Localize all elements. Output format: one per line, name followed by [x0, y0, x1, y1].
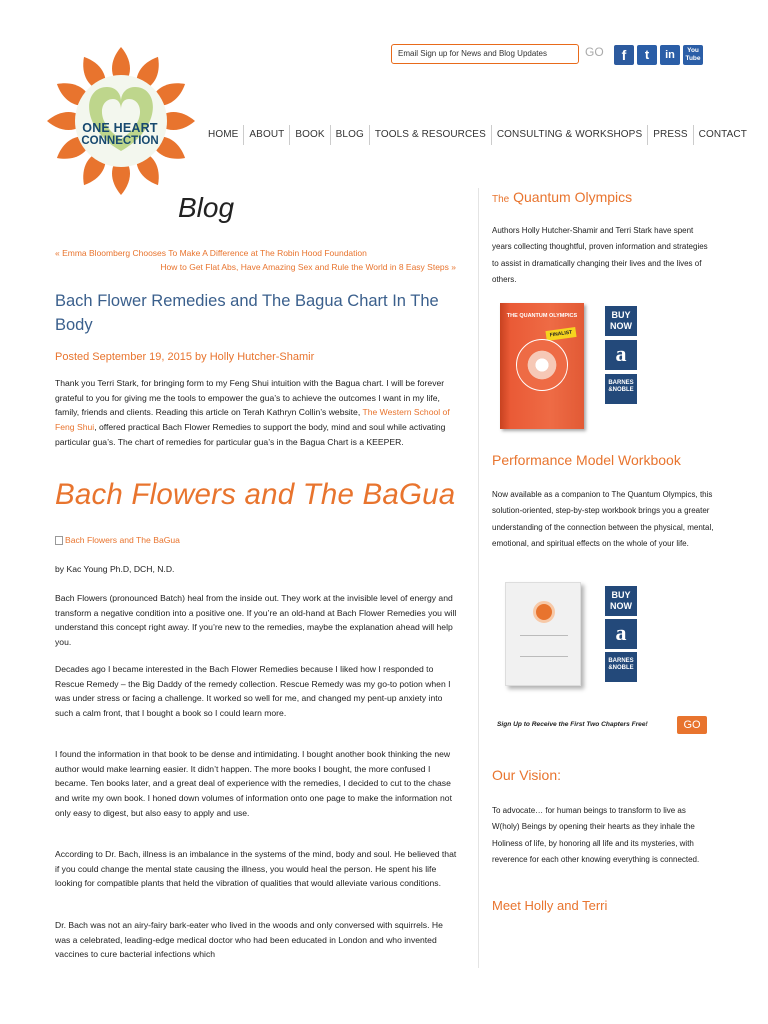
- barnes-noble-button-2[interactable]: [605, 652, 637, 682]
- barnes-noble-button-1[interactable]: [605, 374, 637, 404]
- article-paragraph-4: According to Dr. Bach, illness is an imbalance in the systems of the mind, body and soul. He believed that if you could change the mental state causing the illness, you would heal the person. He spent his life looking for compatible plants that held the vibration of qualities that would alleviate various conditions.: [55, 849, 457, 889]
- sidebar-divider: [478, 188, 479, 968]
- bn-line-2: &NOBLE: [608, 665, 634, 671]
- article-paragraph-2: Decades ago I became interested in the Bach Flower Remedies because I liked how I responded to Rescue Remedy – the Big Daddy of the remedy collection. Rescue Remedy was my go-to potion when I was under stress or facing a challenge. It worked so well for me, and changed my pent-up anxiety into such a calm front, that I bought a book so I could learn more.: [55, 664, 451, 719]
- quantum-olympics-heading[interactable]: [492, 189, 632, 205]
- workbook-cover[interactable]: [505, 582, 581, 686]
- quantum-title: Quantum Olympics: [513, 189, 633, 205]
- book-cover-title: THE QUANTUM OLYMPICS: [506, 313, 578, 319]
- article-paragraph-1: Bach Flowers (pronounced Batch) heal from the inside out. They work at the invisible level of energy and transform a negative condition into a positive one. If you’re an old-hand at Bach Flower Remedies you will understand this concept right away. If you’re new to the remedies, maybe the explanation ahead will help you.: [55, 593, 457, 648]
- linkedin-icon[interactable]: in: [660, 45, 680, 65]
- youtube-icon-line-1: You: [687, 47, 699, 54]
- meet-holly-terri-heading[interactable]: Meet Holly and Terri: [492, 898, 608, 913]
- nav-consulting-workshops[interactable]: CONSULTING & WORKSHOPS: [492, 125, 648, 145]
- bn-line-1: BARNES: [608, 658, 634, 664]
- buy-now-button-2[interactable]: BUY NOW: [605, 586, 637, 616]
- previous-post-link[interactable]: « Emma Bloomberg Chooses To Make A Difference at The Robin Hood Foundation: [55, 248, 367, 258]
- post-meta: Posted September 19, 2015 by Holly Hutcher-Shamir: [55, 351, 315, 363]
- workbook-heading[interactable]: Performance Model Workbook: [492, 452, 681, 468]
- logo-line-2: CONNECTION: [81, 135, 159, 147]
- western-school-link[interactable]: The Western School of Feng Shui: [55, 407, 450, 433]
- nav-tools-resources[interactable]: TOOLS & RESOURCES: [370, 125, 492, 145]
- nav-contact[interactable]: CONTACT: [698, 129, 747, 140]
- article-paragraph-3: I found the information in that book to be dense and intimidating. I bought another book thinking the new author would make learning easier. It didn’t happen. The more books I bought, the more confused I became. Ten books later, and a great deal of experience with the remedies, I decided to cut to the chase and write my own book. I honed down volumes of information onto one page to make the information not only easy to digest, but also easy to apply and use.: [55, 749, 452, 818]
- logo-wordmark: [60, 122, 180, 148]
- amazon-icon-1[interactable]: a: [605, 340, 637, 370]
- workbook-text: Now available as a companion to The Quantum Olympics, this solution-oriented, step-by-step workbook brings you a greater understanding of the connection between the physical, mental, emotional, and spiritual effects on the whole of your life.: [492, 490, 714, 548]
- our-vision-text: To advocate… for human beings to transform to live as W(holy) Beings by opening their hearts as they inhale the Holiness of life, by honoring all life and its mysteries, with reverence for each other knowing everything is connected.: [492, 806, 700, 864]
- nav-book[interactable]: BOOK: [290, 125, 330, 145]
- article-image-alt: Bach Flowers and The BaGua: [65, 535, 180, 545]
- page-title: Blog: [178, 192, 235, 223]
- intro-text-2: , offered practical Bach Flower Remedies to support the body, mind and soul while activating particular gua’s. The chart of remedies for particular gua’s in the Bagua Chart is a KEEPER.: [55, 422, 446, 447]
- site-header: [0, 0, 768, 180]
- nav-about[interactable]: ABOUT: [244, 125, 290, 145]
- post-title[interactable]: Bach Flower Remedies and The Bagua Chart In The Body: [55, 292, 439, 334]
- email-go-button[interactable]: GO: [585, 45, 604, 59]
- workbook-title-lines: [520, 635, 568, 657]
- article-image[interactable]: [55, 535, 180, 545]
- article-byline: by Kac Young Ph.D, DCH, N.D.: [55, 564, 175, 574]
- quantum-olympics-book-cover[interactable]: [500, 303, 584, 429]
- nav-blog[interactable]: BLOG: [331, 125, 370, 145]
- article-paragraph-5: Dr. Bach was not an airy-fairy bark-eater who lived in the woods and only conversed with squirrels. He was a celebrated, leading-edge medical doctor who had been educated in London and who invented vaccines to cure bacterial infections which: [55, 920, 443, 960]
- free-chapters-go-button[interactable]: GO: [677, 716, 707, 734]
- nav-home[interactable]: HOME: [203, 125, 244, 145]
- youtube-icon[interactable]: [683, 45, 703, 65]
- bn-line-2: &NOBLE: [608, 387, 634, 393]
- finalist-badge: FINALIST: [545, 327, 576, 341]
- youtube-icon-line-2: Tube: [685, 55, 701, 62]
- quantum-olympics-text: Authors Holly Hutcher-Shamir and Terri Stark have spent years collecting thoughtful, proven information and strategies to assist in dramatically changing their lives and the lives of others.: [492, 226, 708, 284]
- free-chapters-signup-text: Sign Up to Receive the First Two Chapters Free!: [497, 721, 648, 728]
- twitter-icon[interactable]: t: [637, 45, 657, 65]
- facebook-icon[interactable]: f: [614, 45, 634, 65]
- workbook-logo-mark: [533, 601, 555, 623]
- broken-image-icon: [55, 536, 63, 545]
- buy-now-button-1[interactable]: BUY NOW: [605, 306, 637, 336]
- email-signup-input[interactable]: Email Sign up for News and Blog Updates: [391, 44, 579, 64]
- logo-line-1: ONE HEART: [82, 121, 158, 135]
- post-intro: [55, 376, 460, 450]
- our-vision-heading: Our Vision:: [492, 767, 561, 783]
- main-nav: [203, 124, 752, 146]
- next-post-link[interactable]: How to Get Flat Abs, Have Amazing Sex and Rule the World in 8 Easy Steps »: [160, 262, 456, 272]
- article-heading: Bach Flowers and The BaGua: [55, 478, 456, 511]
- quantum-the: The: [492, 194, 510, 205]
- lotus-eye-illustration: [516, 339, 568, 391]
- nav-press[interactable]: PRESS: [648, 125, 693, 145]
- bn-line-1: BARNES: [608, 380, 634, 386]
- amazon-icon-2[interactable]: a: [605, 619, 637, 649]
- intro-text-1: Thank you Terri Stark, for bringing form to my Feng Shui intuition with the Bagua chart. I will be forever grateful to you for giving me the tools to empower the gua’s to achieve the outcomes I want in my life, family, friends and clients. Reading this article on Terah Kathryn Collin’s website,: [55, 378, 445, 418]
